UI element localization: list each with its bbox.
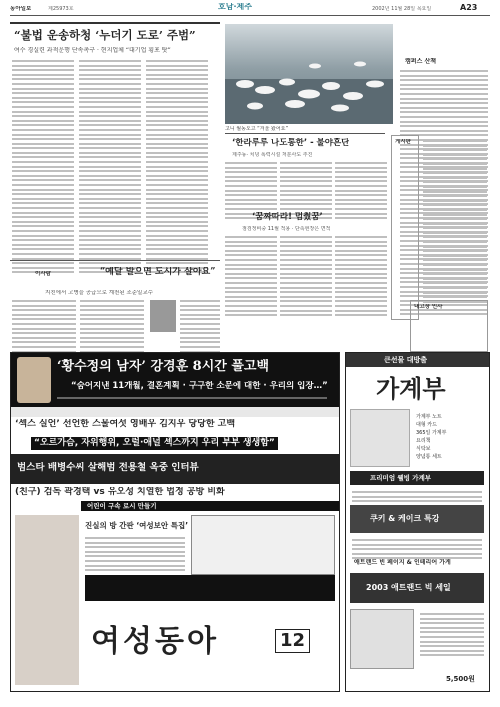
- ad-promo-band: [85, 575, 335, 601]
- column-rule: [10, 260, 220, 261]
- hh-item: 가계부 노트: [416, 414, 442, 420]
- ad-strip-1: [11, 407, 339, 417]
- section-logo: 호남·제주: [218, 3, 252, 10]
- hh-header: 큰선물 대방출: [384, 356, 428, 364]
- photo-caption: 고니 월동오고 “겨울 왔어요”: [225, 126, 289, 132]
- story2-headline: ‘한라루루 나도통한’ - 불야흔단: [232, 138, 350, 148]
- ad-line-3: 범스타 배병수씨 살해범 전용철 옥중 인터뷰: [17, 462, 199, 473]
- hh-price: 5,500원: [446, 675, 475, 683]
- column-label: 이사람: [35, 271, 51, 277]
- issue-number: 제25973호: [48, 6, 74, 12]
- hh-item-list: [416, 413, 486, 461]
- hh-header-band: [346, 353, 489, 367]
- hh-item: 365일 가계부: [416, 430, 447, 436]
- columnist-portrait: [150, 300, 176, 332]
- masthead-rule: [10, 15, 490, 16]
- ad-subline: “숨어지낸 11개월, 결혼계획 · 구구한 소문에 대한 · 우리의 입장…”: [71, 381, 328, 391]
- magazine-ad[interactable]: [10, 352, 340, 692]
- household-book-ad[interactable]: [345, 352, 490, 692]
- ad-line-6: 어린이 구속 로시 만들기: [87, 502, 157, 510]
- lead-top-rule: [10, 22, 220, 24]
- lead-body-col3: [146, 60, 208, 276]
- ad-line-4: (친구) 검독 곽경택 vs 유오성 치열한 법정 공방 비화: [15, 487, 225, 497]
- sidebar-box1-title: 게시판: [395, 139, 411, 145]
- hh-title: 가계부: [376, 375, 446, 403]
- hh-item: 식탁보: [416, 446, 431, 452]
- ad-model-photo: [15, 515, 79, 685]
- page-number: A23: [460, 4, 478, 11]
- magazine-issue: 12: [275, 629, 310, 653]
- hh-item: 요리책: [416, 438, 431, 444]
- issue-date: 2002년 11월 28일 목요일: [372, 6, 432, 12]
- hh-bottom-1: 2003 애트랜드 빅 세일: [366, 583, 451, 592]
- sidebar-box1-body: [423, 140, 487, 305]
- story3-col3: [335, 236, 387, 319]
- sidebar-box2-title: 내고장 인사: [414, 304, 443, 310]
- hh-cookie-band: [350, 505, 484, 533]
- lead-body-col1: [12, 60, 74, 276]
- right-column-title: 캠퍼스 산책: [405, 58, 437, 65]
- column-headline: “예달 발으면 도시가 살아요”: [100, 267, 216, 277]
- ad-star-band: [11, 454, 339, 484]
- ad-banner-textline: [57, 397, 327, 399]
- ad-top-banner: [11, 353, 339, 407]
- ad-face-photo: [17, 357, 51, 403]
- paper-name: 동아일보: [10, 6, 32, 12]
- hh-product-text: [420, 613, 484, 659]
- hh-sub: 프리미엄 웰빙 가계부: [370, 474, 432, 482]
- sidebar-box-2: [410, 300, 488, 352]
- hh-sub-band: [350, 471, 484, 485]
- hh-book-image: [350, 409, 410, 467]
- story3-subhead: 점검정비중 11월 적용 · 단속현장은 면적: [242, 226, 331, 232]
- ad-line-2: “오르가슴, 자위행위, 오럴·애널 섹스까지 우리 부부 생생함”: [31, 437, 278, 450]
- hh-bottom-3: 애트랜드 빈 페이지 & 인테리어 가게: [354, 559, 451, 566]
- swans-illustration: [225, 24, 393, 124]
- lead-headline: “불법 운송하청 ‘누더기 도로’ 주범”: [14, 28, 196, 42]
- ad-line-1: ‘섹스 실언’ 선언한 스물여섯 영배우 김지우 당당한 고백: [15, 419, 236, 429]
- hh-item: 양념통 세트: [416, 454, 442, 460]
- hh-sale-band: [350, 573, 484, 603]
- hh-bottom-2: 쿠키 & 케이크 특강: [370, 514, 440, 523]
- ad-line-5: 진실의 방 간판 ‘여성보안 특집’: [85, 521, 189, 530]
- lead-subhead: 여수 경실련 과적운행 단속촉구 · 현지업체 “대기업 횡포 탓”: [14, 47, 171, 54]
- sidebar-box-1: [391, 135, 419, 320]
- ad-promo-box: [191, 515, 335, 575]
- story3-col1: [225, 236, 277, 319]
- ad-promo-text: [85, 537, 185, 574]
- ad-headline: ‘황수정의 남자’ 강경훈 8시간 풀고백: [57, 359, 270, 374]
- hh-small-text: [352, 491, 482, 505]
- hh-item: 대형 카드: [416, 422, 437, 428]
- column-subhead: 지친에서 고병을 공급으로 계천된 조준일교수: [45, 290, 153, 296]
- swan-photo: [225, 24, 393, 124]
- magazine-logo: 여성동아: [91, 625, 219, 659]
- story2-rule: [225, 133, 385, 134]
- story3-col2: [280, 236, 332, 319]
- story2-subhead: 제주동· 치녕 폭력시설 처분사도 추진: [232, 152, 313, 158]
- hh-product-image: [350, 609, 414, 669]
- lead-body-col2: [79, 60, 141, 276]
- story2-col3: [335, 162, 387, 222]
- ad-black-strip: [81, 501, 339, 511]
- story3-headline: ‘꿈짜따라! 멈췄꿈’: [252, 212, 323, 222]
